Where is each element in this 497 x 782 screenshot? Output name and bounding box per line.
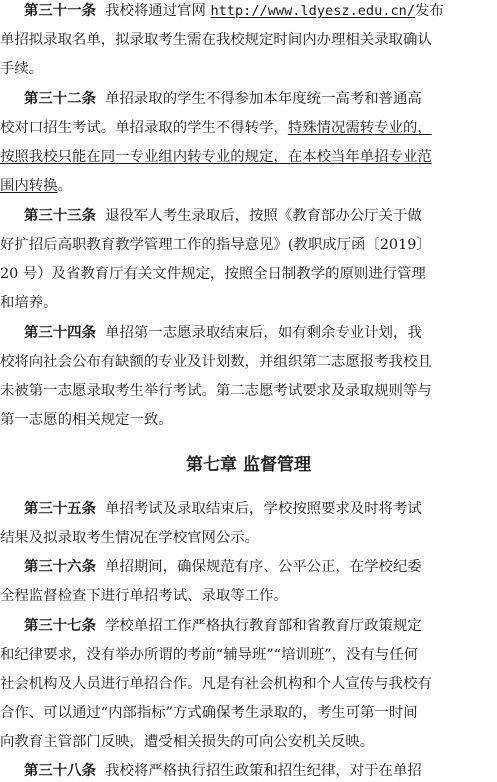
article-34-text: 单招第一志愿录取结束后，如有剩余专业计划，我 [105, 325, 422, 341]
article-35-text: 单招考试及录取结束后，学校按照要求及时将考试 [105, 501, 422, 517]
article-32-underlined-3: 围内转换 [0, 178, 58, 194]
article-34-heading: 第三十四条 [24, 324, 96, 341]
article-35-line-2: 结果及拟录取考生情况在学校官网公示。 [0, 530, 260, 546]
article-32-period: 。 [57, 178, 72, 194]
article-37-line-1 [0, 617, 497, 635]
article-32-heading: 第三十二条 [24, 90, 96, 107]
article-32-line-1 [0, 90, 497, 108]
article-31-line-1 [0, 2, 497, 20]
article-37-line-2: 和纪律要求，没有举办所谓的考前“辅导班”“培训班”，没有与任何 [0, 647, 418, 663]
article-31-line-2: 单招拟录取名单，拟录取考生需在我校规定时间内办理相关录取确认 [0, 32, 432, 48]
article-32-text-2: 校对口招生考试。单招录取的学生不得转学， [0, 120, 288, 136]
article-33-line-4: 和培养。 [0, 295, 58, 311]
article-37-heading: 第三十七条 [24, 617, 96, 634]
article-35-heading: 第三十五条 [24, 500, 96, 517]
article-36-line-2: 全程监督检查下进行单招考试、录取等工作。 [0, 588, 288, 604]
article-36-line-1 [0, 558, 497, 576]
article-34-line-3: 未被第一志愿录取考生举行考试。第二志愿考试要求及录取规则等与 [0, 383, 432, 399]
article-34-line-2: 校将向社会公布有缺额的专业及计划数，并组织第二志愿报考我校且 [0, 354, 432, 370]
article-32-underlined-1: 特殊情况需转专业的， [287, 120, 432, 136]
article-35-line-1 [0, 500, 497, 518]
article-34-line-1 [0, 324, 497, 342]
article-37-line-5: 向教育主管部门反映，遭受相关损失的可向公安机关反映。 [0, 734, 375, 750]
article-36-heading: 第三十六条 [24, 558, 96, 575]
article-32-underlined-2: 按照我校只能在同一专业组内转专业的规定，在本校当年单招专业范 [0, 149, 432, 165]
article-31-line-3: 手续。 [0, 61, 44, 77]
article-31-text-tail: 发布 [415, 3, 444, 19]
article-37-text: 学校单招工作严格执行教育部和省教育厅政策规定 [105, 618, 422, 634]
chapter-heading: 第七章 监督管理 [186, 455, 311, 475]
article-32-text: 单招录取的学生不得参加本年度统一高考和普通高 [105, 91, 422, 107]
article-33-line-1 [0, 207, 497, 225]
article-34-line-4: 第一志愿的相关规定一致。 [0, 412, 173, 428]
article-33-line-3: 20 号）及省教育厅有关文件规定，按照全日制教学的原则进行管理 [0, 266, 426, 282]
article-33-heading: 第三十三条 [24, 207, 96, 224]
article-37-line-4: 合作、可以通过“内部指标”方式确保考生录取的，考生可第一时间 [0, 705, 418, 721]
article-31-heading: 第三十一条 [24, 2, 96, 19]
article-32-line-2 [0, 119, 497, 137]
article-32-line-3 [0, 148, 497, 166]
article-38-line-1 [0, 762, 497, 780]
article-33-text: 退役军人考生录取后，按照《教育部办公厅关于做 [105, 208, 422, 224]
article-32-line-4 [0, 177, 497, 195]
article-36-text: 单招期间，确保规范有序、公平公正，在学校纪委 [105, 559, 422, 575]
article-31-text: 我校将通过官网 [105, 3, 211, 19]
school-website-link[interactable]: http://www.ldyesz.edu.cn/ [210, 3, 416, 19]
article-37-line-3: 社会机构及人员进行单招合作。凡是有社会机构和个人宣传与我校有 [0, 676, 432, 692]
article-38-text: 我校将严格执行招生政策和招生纪律，对于在单招 [105, 763, 422, 779]
article-33-line-2: 好扩招后高职教育教学管理工作的指导意见》(教职成厅函〔2019〕 [0, 237, 431, 253]
article-38-heading: 第三十八条 [24, 762, 96, 779]
